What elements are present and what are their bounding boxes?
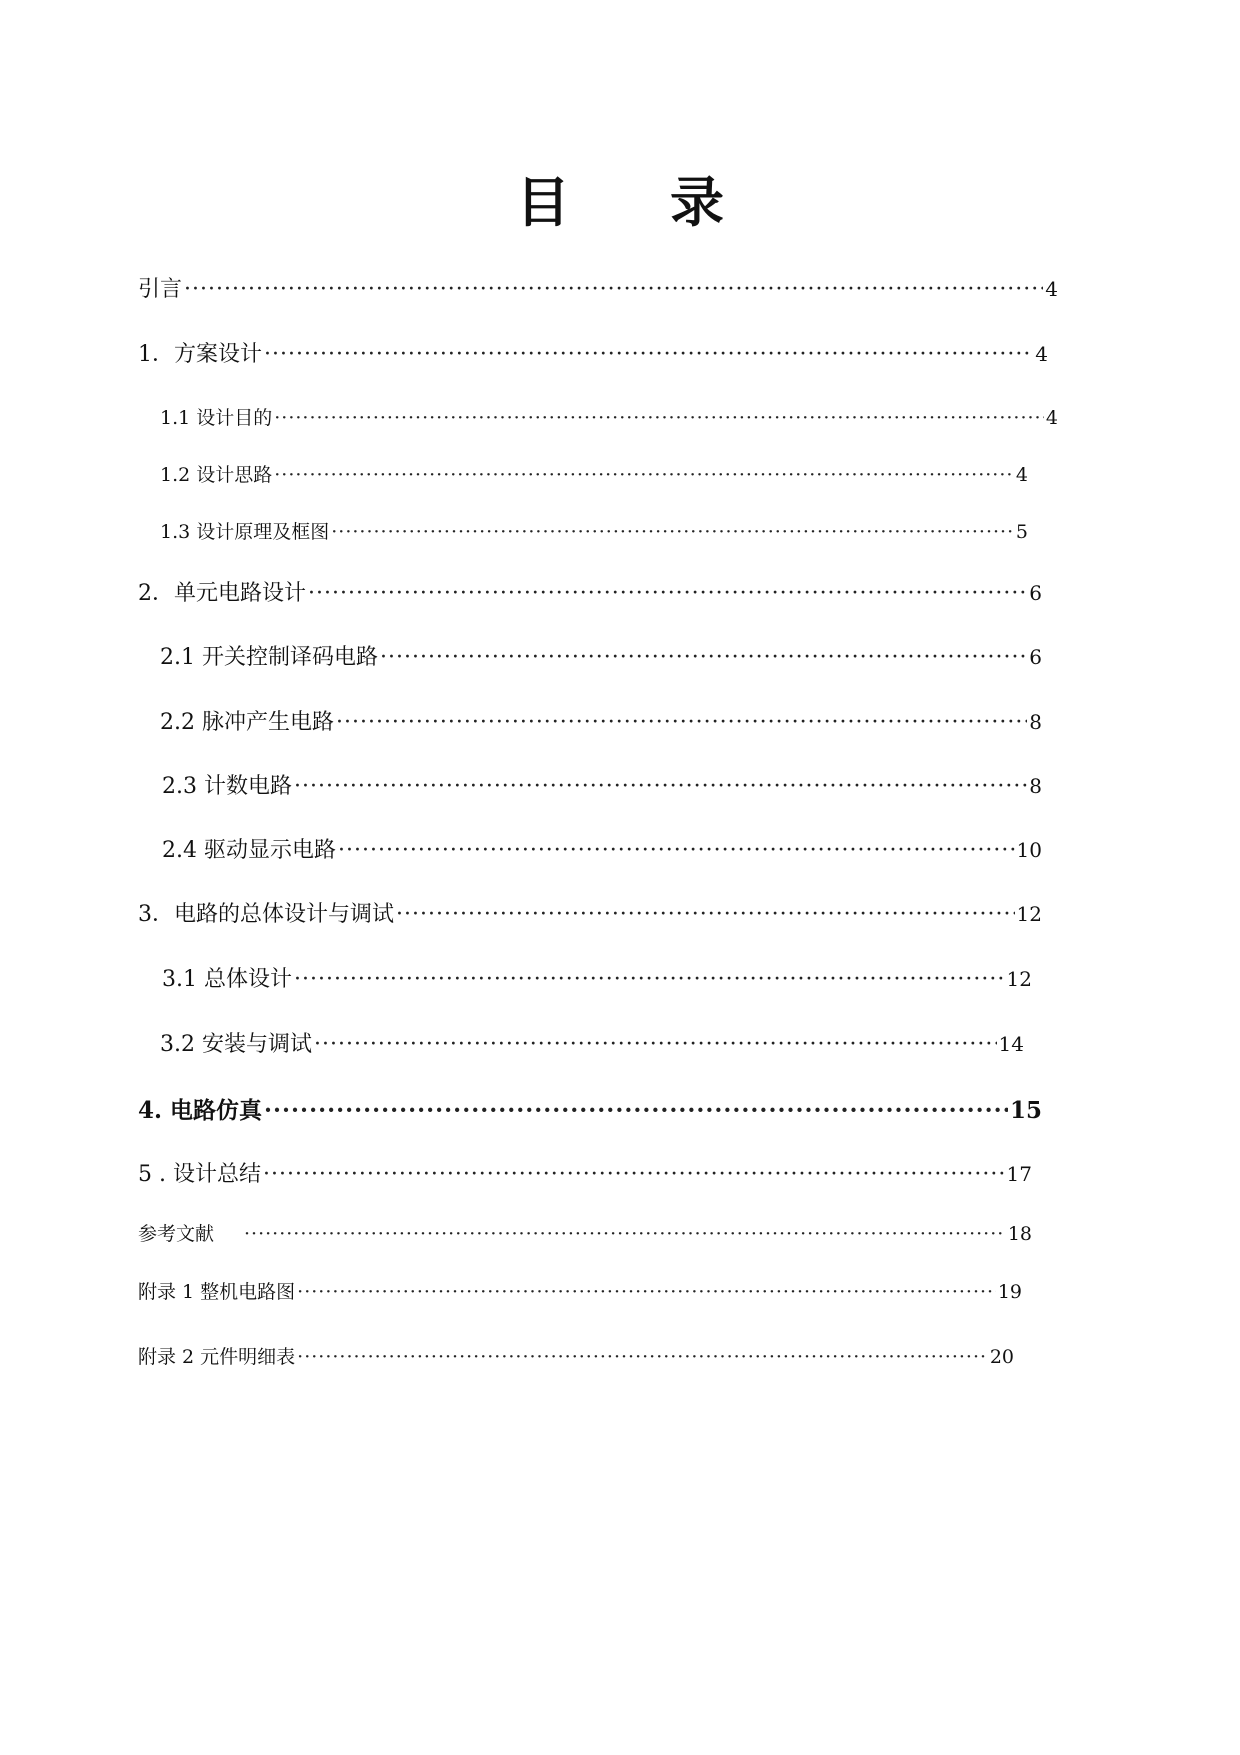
toc-leader — [308, 581, 1027, 606]
toc-label: 附录 2 元件明细表 — [138, 1346, 296, 1368]
toc-entry-section-1-2[interactable] — [160, 460, 1028, 487]
toc-leader — [274, 407, 1044, 429]
toc-entry-section-1-1[interactable] — [160, 403, 1058, 430]
toc-leader — [244, 1223, 1006, 1245]
toc-entry-section-2-2[interactable] — [160, 705, 1042, 736]
toc-entry-appendix-1[interactable] — [138, 1277, 1022, 1304]
toc-leader — [184, 277, 1043, 302]
toc-label: 附录 1 整机电路图 — [138, 1281, 296, 1303]
toc-label: 1．方案设计 — [138, 342, 262, 367]
toc-label: 2．单元电路设计 — [138, 581, 306, 606]
toc-page-number: 18 — [1007, 1223, 1032, 1245]
toc-page-number: 20 — [989, 1346, 1014, 1368]
toc-label: 5 . 设计总结 — [138, 1162, 261, 1187]
toc-page-number: 8 — [1029, 774, 1042, 798]
toc-entry-section-2-3[interactable] — [162, 769, 1042, 800]
toc-entry-introduction[interactable] — [138, 272, 1058, 303]
title-char-1: 目 — [516, 171, 570, 234]
toc-entry-references[interactable] — [138, 1219, 1032, 1246]
toc-leader — [274, 464, 1014, 486]
toc-entry-section-3-2[interactable] — [160, 1027, 1024, 1058]
toc-label: 2.3 计数电路 — [162, 774, 292, 799]
toc-entry-section-2-1[interactable] — [160, 640, 1042, 671]
toc-leader — [264, 1097, 1008, 1124]
toc-entry-section-1[interactable] — [138, 337, 1048, 368]
toc-leader — [263, 1162, 1005, 1187]
toc-label: 1.3 设计原理及框图 — [160, 521, 330, 543]
toc-entry-section-3[interactable] — [138, 897, 1042, 928]
toc-leader — [336, 710, 1027, 735]
toc-label: 2.4 驱动显示电路 — [162, 838, 336, 863]
toc-page-number: 4 — [1045, 407, 1058, 429]
toc-entry-section-1-3[interactable] — [160, 517, 1028, 544]
toc-leader — [314, 1032, 997, 1057]
toc-label: 2.2 脉冲产生电路 — [160, 710, 334, 735]
toc-page-number: 12 — [1016, 902, 1042, 926]
toc-page-number: 4 — [1015, 464, 1028, 486]
toc-page-number: 17 — [1006, 1162, 1032, 1186]
toc-label: 1.2 设计思路 — [160, 464, 273, 486]
toc-leader — [297, 1281, 996, 1303]
toc-page-number: 4 — [1045, 277, 1058, 301]
toc-label: 引言 — [138, 277, 183, 302]
toc-leader — [396, 902, 1015, 927]
toc-page-number: 15 — [1009, 1097, 1042, 1124]
toc-entry-section-4[interactable] — [138, 1092, 1042, 1125]
toc-page-number: 10 — [1016, 838, 1042, 862]
toc-label: 1.1 设计目的 — [160, 407, 273, 429]
toc-leader — [294, 967, 1005, 992]
toc-entry-section-3-1[interactable] — [162, 962, 1032, 993]
toc-page-number: 12 — [1006, 967, 1032, 991]
toc-leader — [294, 774, 1027, 799]
toc-page-number: 8 — [1029, 710, 1042, 734]
toc-label: 2.1 开关控制译码电路 — [160, 645, 378, 670]
toc-page-number: 14 — [998, 1032, 1024, 1056]
toc-entry-appendix-2[interactable] — [138, 1342, 1014, 1369]
toc-leader — [297, 1346, 988, 1368]
toc-leader — [338, 838, 1015, 863]
toc-page-number: 4 — [1035, 342, 1048, 366]
toc-label: 4. 电路仿真 — [138, 1097, 263, 1124]
toc-entry-section-2[interactable] — [138, 576, 1042, 607]
toc-page-number: 6 — [1029, 645, 1042, 669]
toc-page-number: 5 — [1015, 521, 1028, 543]
toc-page-number: 19 — [997, 1281, 1022, 1303]
toc-leader — [331, 521, 1014, 543]
toc-leader — [264, 342, 1033, 367]
toc-label: 3．电路的总体设计与调试 — [138, 902, 394, 927]
toc-leader — [380, 645, 1027, 670]
toc-label: 3.2 安装与调试 — [160, 1032, 312, 1057]
toc-page-number: 6 — [1029, 581, 1042, 605]
toc-label: 3.1 总体设计 — [162, 967, 292, 992]
toc-entry-section-5[interactable] — [138, 1157, 1032, 1188]
toc-entry-section-2-4[interactable] — [162, 833, 1042, 864]
title-char-2: 录 — [670, 171, 724, 234]
toc-label: 参考文献 — [138, 1223, 215, 1245]
